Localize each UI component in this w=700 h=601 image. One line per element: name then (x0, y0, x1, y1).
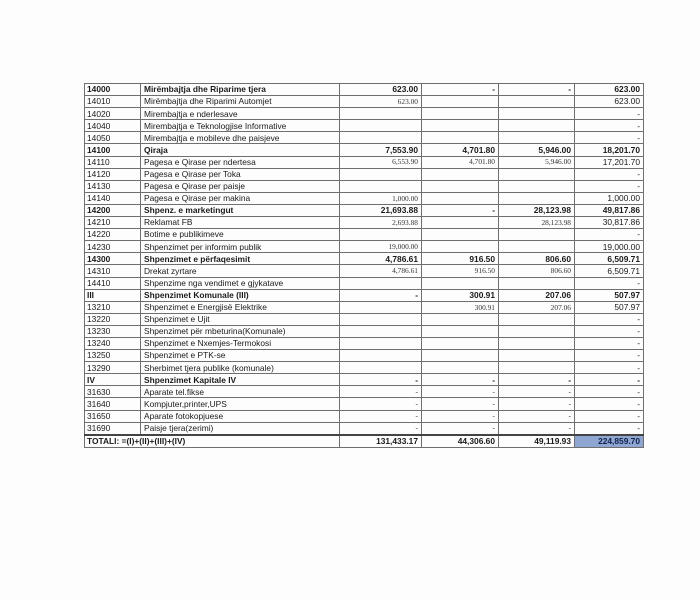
row-col1 (340, 180, 422, 192)
row-total: - (575, 422, 644, 435)
row-col3: - (499, 410, 575, 422)
row-col1: - (340, 422, 422, 435)
row-col3: 28,123.98 (499, 217, 575, 229)
table-row (85, 301, 644, 313)
row-total: 49,817.86 (575, 204, 644, 216)
row-col2 (422, 337, 499, 349)
table-row (85, 410, 644, 422)
row-col3 (499, 241, 575, 253)
row-total: - (575, 350, 644, 362)
row-code: 13240 (85, 337, 141, 349)
row-description: Pagesa e Qirase per ndertesa (141, 156, 340, 168)
row-code: 14110 (85, 156, 141, 168)
row-col1 (340, 337, 422, 349)
total-row (85, 435, 644, 448)
row-col2: - (422, 422, 499, 435)
row-col2 (422, 217, 499, 229)
row-col3 (499, 350, 575, 362)
row-col1 (340, 362, 422, 374)
row-col1: 19,000.00 (340, 241, 422, 253)
row-col3 (499, 337, 575, 349)
total-col3: 49,119.93 (499, 435, 575, 448)
row-code: 14310 (85, 265, 141, 277)
row-code: 13210 (85, 301, 141, 313)
row-code: 14000 (85, 84, 141, 96)
row-col2: 300.91 (422, 301, 499, 313)
table-row (85, 132, 644, 144)
row-col2: 916.50 (422, 253, 499, 265)
total-col2: 44,306.60 (422, 435, 499, 448)
row-col3: 207.06 (499, 301, 575, 313)
row-description: Pagesa e Qirase per paisje (141, 180, 340, 192)
row-col1: - (340, 410, 422, 422)
row-code: 14210 (85, 217, 141, 229)
row-code: 14020 (85, 108, 141, 120)
table-row (85, 144, 644, 156)
row-col1 (340, 325, 422, 337)
row-col3 (499, 96, 575, 108)
row-description: Mirëmbajtja dhe Riparime tjera (141, 84, 340, 96)
row-code: 14050 (85, 132, 141, 144)
row-total: - (575, 120, 644, 132)
row-total: - (575, 325, 644, 337)
row-col1 (340, 350, 422, 362)
row-code: IV (85, 374, 141, 386)
row-total: - (575, 362, 644, 374)
row-col3 (499, 168, 575, 180)
row-col2: - (422, 84, 499, 96)
row-description: Shpenzimet per informim publik (141, 241, 340, 253)
table-row (85, 204, 644, 216)
row-total: - (575, 386, 644, 398)
row-col2: 916.50 (422, 265, 499, 277)
table-row (85, 229, 644, 241)
row-col1 (340, 229, 422, 241)
row-col2: - (422, 374, 499, 386)
table-row (85, 84, 644, 96)
row-code: 14040 (85, 120, 141, 132)
row-description: Shpenzimet e përfaqesimit (141, 253, 340, 265)
row-total: - (575, 108, 644, 120)
row-col1 (340, 120, 422, 132)
row-col2: - (422, 386, 499, 398)
table-row (85, 156, 644, 168)
row-col2 (422, 313, 499, 325)
row-total: - (575, 168, 644, 180)
row-col3 (499, 362, 575, 374)
row-col1 (340, 277, 422, 289)
row-col3: 207.06 (499, 289, 575, 301)
row-total: - (575, 277, 644, 289)
row-col3 (499, 192, 575, 204)
row-description: Aparate tel.fikse (141, 386, 340, 398)
row-total: 6,509.71 (575, 253, 644, 265)
row-col3: - (499, 398, 575, 410)
row-col1: 1,000.00 (340, 192, 422, 204)
row-code: III (85, 289, 141, 301)
row-code: 14010 (85, 96, 141, 108)
row-description: Pagesa e Qirase per Toka (141, 168, 340, 180)
table-row (85, 386, 644, 398)
row-description: Mirembajtja e mobileve dhe paisjeve (141, 132, 340, 144)
table-row (85, 192, 644, 204)
row-description: Reklamat FB (141, 217, 340, 229)
table-row (85, 422, 644, 435)
table-row (85, 168, 644, 180)
table-row (85, 313, 644, 325)
row-col2: - (422, 410, 499, 422)
table-row (85, 120, 644, 132)
table-row (85, 108, 644, 120)
row-col2 (422, 108, 499, 120)
row-col2: 4,701.80 (422, 156, 499, 168)
row-total: 623.00 (575, 96, 644, 108)
row-code: 31630 (85, 386, 141, 398)
row-col1: 21,693.88 (340, 204, 422, 216)
row-description: Shpenzimet e PTK-se (141, 350, 340, 362)
table-row (85, 277, 644, 289)
row-description: Shpenzimet e Energjisë Elektrike (141, 301, 340, 313)
row-col1 (340, 168, 422, 180)
row-total: - (575, 313, 644, 325)
row-code: 14200 (85, 204, 141, 216)
row-col1: 2,693.88 (340, 217, 422, 229)
row-total: 18,201.70 (575, 144, 644, 156)
expenditure-table (84, 83, 644, 448)
row-description: Shpenzimet Kapitale IV (141, 374, 340, 386)
row-total: - (575, 229, 644, 241)
row-code: 13250 (85, 350, 141, 362)
table-row (85, 217, 644, 229)
table-row (85, 350, 644, 362)
row-col1: - (340, 374, 422, 386)
table-row (85, 374, 644, 386)
row-col3 (499, 313, 575, 325)
row-description: Kompjuter,printer,UPS (141, 398, 340, 410)
row-code: 14230 (85, 241, 141, 253)
row-col3: - (499, 374, 575, 386)
row-description: Aparate fotokopjuese (141, 410, 340, 422)
row-total: - (575, 398, 644, 410)
row-code: 31650 (85, 410, 141, 422)
table-body (85, 84, 644, 435)
table-row (85, 265, 644, 277)
row-code: 13220 (85, 313, 141, 325)
row-col3: - (499, 386, 575, 398)
row-description: Mirembajtja e nderlesave (141, 108, 340, 120)
table-row (85, 325, 644, 337)
table-row (85, 96, 644, 108)
table-row (85, 180, 644, 192)
row-total: 6,509.71 (575, 265, 644, 277)
row-col1: 4,786.61 (340, 253, 422, 265)
row-col2 (422, 132, 499, 144)
row-col3: 806.60 (499, 265, 575, 277)
row-col2 (422, 120, 499, 132)
row-col1: 623.00 (340, 84, 422, 96)
row-total: - (575, 374, 644, 386)
row-col1 (340, 108, 422, 120)
total-label: TOTALI: =(I)+(II)+(III)+(IV) (85, 435, 340, 448)
row-col3: 5,946.00 (499, 156, 575, 168)
row-col2 (422, 350, 499, 362)
row-total: 30,817.86 (575, 217, 644, 229)
row-description: Shpenzimet Komunale (III) (141, 289, 340, 301)
row-col1: - (340, 289, 422, 301)
row-total: 507.97 (575, 301, 644, 313)
row-code: 13230 (85, 325, 141, 337)
table-row (85, 289, 644, 301)
row-code: 14130 (85, 180, 141, 192)
row-col2 (422, 241, 499, 253)
row-col2 (422, 277, 499, 289)
row-code: 31640 (85, 398, 141, 410)
row-total: 623.00 (575, 84, 644, 96)
row-col2 (422, 168, 499, 180)
grand-total: 224,859.70 (575, 435, 644, 448)
row-col3 (499, 325, 575, 337)
row-col2 (422, 180, 499, 192)
row-description: Shpenzimet e Ujit (141, 313, 340, 325)
table-row (85, 241, 644, 253)
row-code: 14120 (85, 168, 141, 180)
row-description: Pagesa e Qirase per makina (141, 192, 340, 204)
row-col3: 5,946.00 (499, 144, 575, 156)
table-row (85, 362, 644, 374)
row-col1: - (340, 386, 422, 398)
row-description: Paisje tjera(zerimi) (141, 422, 340, 435)
row-col1 (340, 132, 422, 144)
row-code: 14220 (85, 229, 141, 241)
row-col2: 300.91 (422, 289, 499, 301)
row-col2 (422, 362, 499, 374)
row-description: Botime e publikimeve (141, 229, 340, 241)
row-col3: 806.60 (499, 253, 575, 265)
row-col3 (499, 277, 575, 289)
row-col2 (422, 96, 499, 108)
row-col2: - (422, 204, 499, 216)
row-description: Qiraja (141, 144, 340, 156)
row-total: - (575, 410, 644, 422)
row-total: 1,000.00 (575, 192, 644, 204)
row-code: 31690 (85, 422, 141, 435)
row-code: 14410 (85, 277, 141, 289)
row-code: 14140 (85, 192, 141, 204)
total-col1: 131,433.17 (340, 435, 422, 448)
row-col3: 28,123.98 (499, 204, 575, 216)
row-description: Shpenzimet për mbeturina(Komunale) (141, 325, 340, 337)
row-col3 (499, 120, 575, 132)
row-col1: 623.00 (340, 96, 422, 108)
row-total: 19,000.00 (575, 241, 644, 253)
row-total: - (575, 180, 644, 192)
row-description: Mirëmbajtja dhe Riparimi Automjet (141, 96, 340, 108)
table-row (85, 253, 644, 265)
row-description: Shpenzime nga vendimet e gjykatave (141, 277, 340, 289)
row-col3: - (499, 422, 575, 435)
row-col2 (422, 325, 499, 337)
row-description: Shpenzimet e Nxemjes-Termokosi (141, 337, 340, 349)
row-code: 14100 (85, 144, 141, 156)
row-col2 (422, 229, 499, 241)
row-total: 17,201.70 (575, 156, 644, 168)
row-col2: 4,701.80 (422, 144, 499, 156)
row-total: - (575, 132, 644, 144)
row-code: 14300 (85, 253, 141, 265)
row-description: Sherbimet tjera publike (komunale) (141, 362, 340, 374)
row-col1: - (340, 398, 422, 410)
row-description: Drekat zyrtare (141, 265, 340, 277)
row-col2 (422, 192, 499, 204)
row-col3 (499, 132, 575, 144)
table-row (85, 398, 644, 410)
row-col1 (340, 301, 422, 313)
row-col3 (499, 180, 575, 192)
row-col1: 7,553.90 (340, 144, 422, 156)
row-col3 (499, 229, 575, 241)
row-col3: - (499, 84, 575, 96)
row-total: - (575, 337, 644, 349)
row-col1 (340, 313, 422, 325)
row-col3 (499, 108, 575, 120)
table-row (85, 337, 644, 349)
row-col1: 4,786.61 (340, 265, 422, 277)
row-description: Shpenz. e marketingut (141, 204, 340, 216)
row-col1: 6,553.90 (340, 156, 422, 168)
row-code: 13290 (85, 362, 141, 374)
row-col2: - (422, 398, 499, 410)
row-description: Mirembajtja e Teknologjise Informative (141, 120, 340, 132)
row-total: 507.97 (575, 289, 644, 301)
